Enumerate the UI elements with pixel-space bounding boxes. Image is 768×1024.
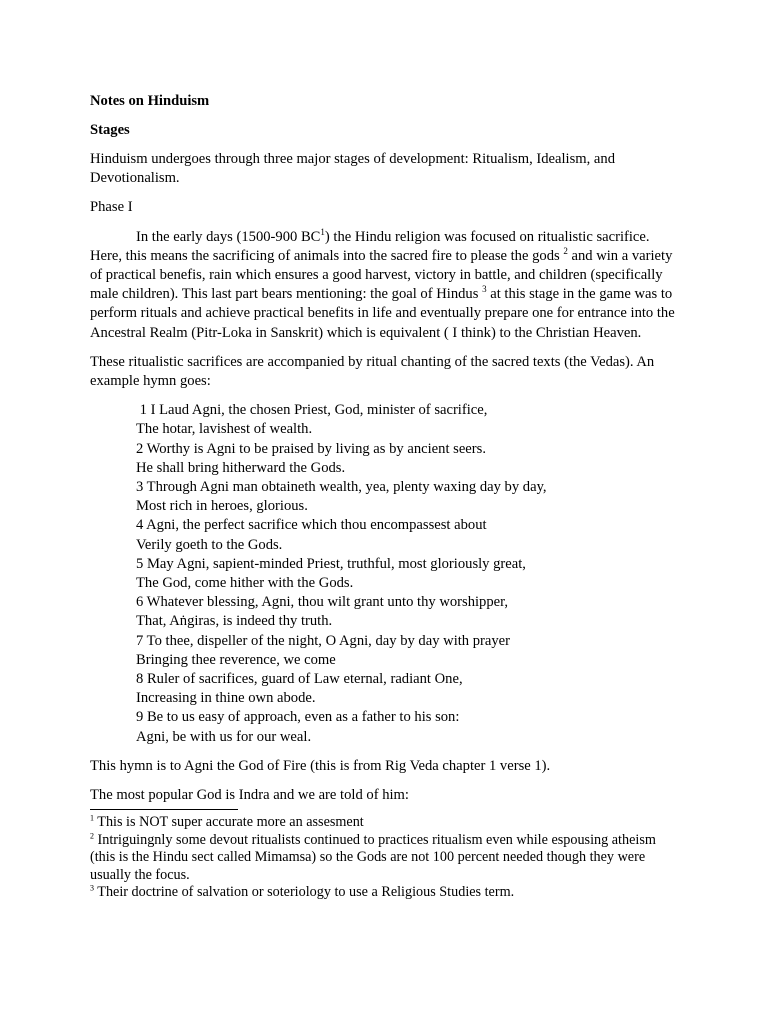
document-title: Notes on Hinduism	[90, 93, 210, 109]
phase1-text-3: and win a variety of practical benefis, rain which ensures a good harvest, victory in battle, and children (specifically male children). This last part bears mentioning: the goal of Hindus	[90, 247, 673, 303]
footnote-ref-2: 2	[563, 245, 568, 256]
hymn-line: Increasing in thine own abode.	[136, 690, 316, 707]
footnote-marker: 3	[90, 883, 94, 893]
hymn-line: That, Aṅgiras, is indeed thy truth.	[136, 613, 333, 630]
hymn-line: 8 Ruler of sacrifices, guard of Law eternal, radiant One,	[136, 671, 463, 688]
document-page	[90, 92, 678, 901]
intro-paragraph: Hinduism undergoes through three major stages of development: Ritualism, Idealism, and Devotionalism.	[90, 151, 616, 187]
footnote-marker: 1	[90, 813, 94, 823]
footnote-text: Intriguingnly some devout ritualists continued to practices ritualism even while espousing atheism (this is the Hindu sect called Mimamsa) so the Gods are not 100 percent needed though they were usually the focus.	[90, 831, 656, 883]
footnote-separator	[90, 809, 238, 810]
section-heading: Stages	[90, 122, 130, 138]
phase1-text-1: In the early days (1500-900 BC	[136, 228, 321, 245]
footnote-marker: 2	[90, 830, 94, 840]
footnote-2	[90, 832, 678, 884]
hymn-line: Bringing thee reverence, we come	[136, 651, 336, 668]
phase1-text-2: ) the Hindu religion was focused on ritualistic sacrifice. Here, this means the sacrificing of animals into the sacred fire to please the gods	[90, 228, 650, 264]
footnote-ref-1: 1	[320, 226, 325, 237]
hymn-line: The hotar, lavishest of wealth.	[136, 421, 313, 438]
hymn-line: 6 Whatever blessing, Agni, thou wilt grant unto thy worshipper,	[136, 594, 509, 611]
hymn-line: 1 I Laud Agni, the chosen Priest, God, minister of sacrifice,	[136, 402, 488, 419]
hymn-line: 2 Worthy is Agni to be praised by living as by ancient seers.	[136, 440, 486, 457]
footnote-ref-3: 3	[482, 284, 487, 295]
phase1-paragraph	[90, 228, 678, 343]
hymn-note-paragraph: This hymn is to Agni the God of Fire (this is from Rig Veda chapter 1 verse 1).	[90, 757, 551, 774]
footnote-3	[90, 884, 678, 901]
indra-intro-paragraph: The most popular God is Indra and we are told of him:	[90, 787, 409, 804]
hymn-line: Most rich in heroes, glorious.	[136, 498, 308, 515]
hymn-line: The God, come hither with the Gods.	[136, 575, 354, 592]
hymn-line: 7 To thee, dispeller of the night, O Agni, day by day with prayer	[136, 632, 511, 649]
hymn-line: 4 Agni, the perfect sacrifice which thou encompassest about	[136, 517, 487, 534]
chant-intro-paragraph: These ritualistic sacrifices are accompanied by ritual chanting of the sacred texts (the Vedas). An example hymn goes:	[90, 353, 655, 390]
footnote-text: Their doctrine of salvation or soteriology to use a Religious Studies term.	[94, 883, 515, 900]
hymn-line: 5 May Agni, sapient-minded Priest, truthful, most gloriously great,	[136, 555, 526, 572]
hymn-line: 3 Through Agni man obtaineth wealth, yea, plenty waxing day by day,	[136, 479, 547, 496]
hymn-line: Verily goeth to the Gods.	[136, 536, 283, 553]
footnote-1	[90, 814, 678, 831]
hymn-line: 9 Be to us easy of approach, even as a father to his son:	[136, 709, 460, 726]
hymn-line: He shall bring hitherward the Gods.	[136, 459, 346, 476]
hymn-block	[136, 401, 678, 747]
hymn-line: Agni, be with us for our weal.	[136, 728, 312, 745]
footnote-text: This is NOT super accurate more an assesment	[94, 814, 364, 831]
phase-label: Phase I	[90, 199, 133, 216]
phase1-text-4: at this stage in the game was to perform rituals and achieve practical benefits in life and eventually prepare one for entrance into the Ancestral Realm (Pitr-Loka in Sanskrit) which is equivalent ( I think) to the Christian Heaven.	[90, 286, 675, 341]
